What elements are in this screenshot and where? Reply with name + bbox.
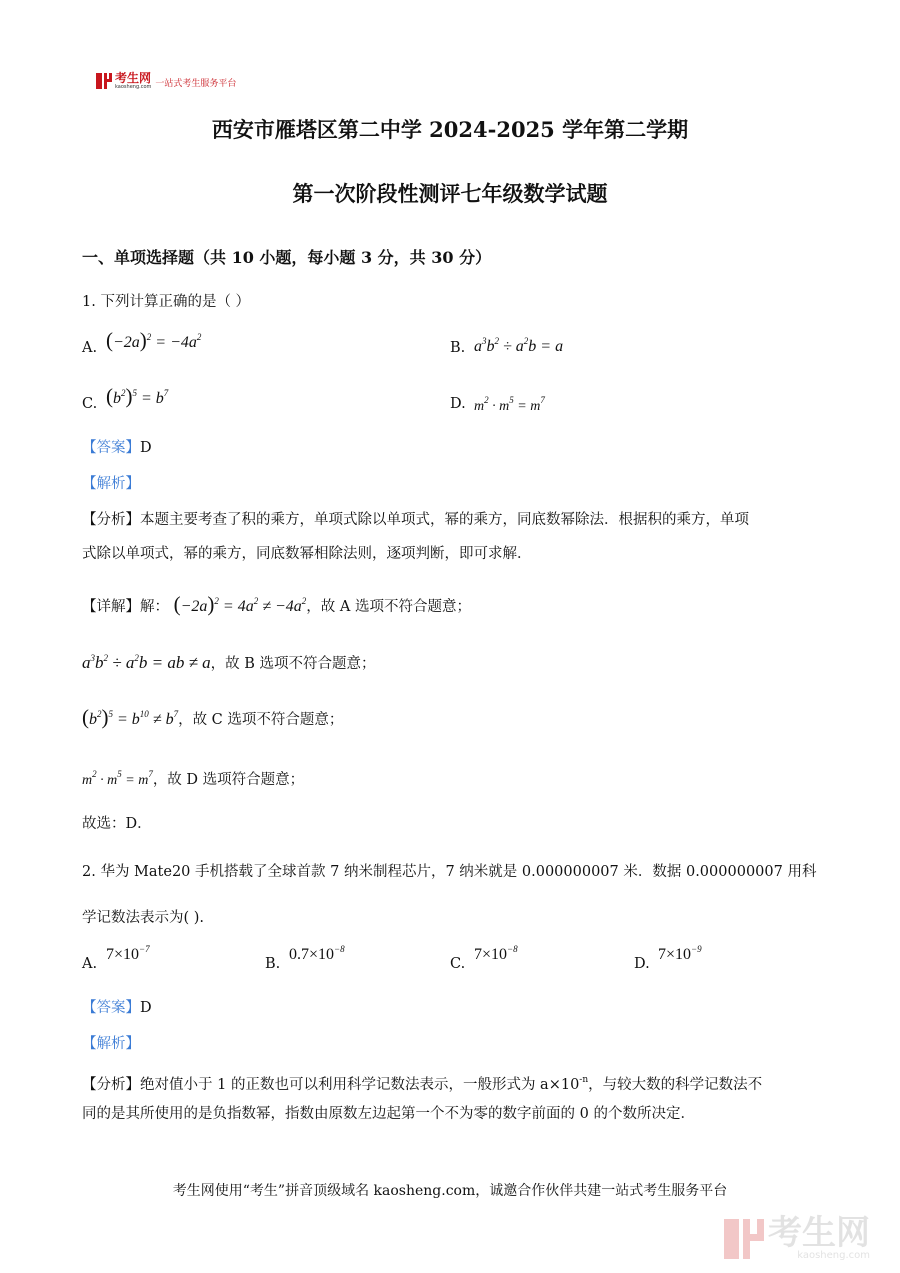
q1-option-c-formula: $(b^2)^5 = b^7$ xyxy=(106,384,169,408)
detail-prefix: 解： xyxy=(140,599,169,615)
watermark-domain: kaosheng.com xyxy=(797,1250,870,1261)
detail-b-formula: $a^3b^2 \div a^2b$ = ab ≠ a xyxy=(82,653,211,672)
fenxi-tag: 【分析】 xyxy=(82,512,140,528)
q2-option-b-formula: $0.7\times 10^{-8}$ xyxy=(289,944,345,963)
q2-option-d-label: D. xyxy=(634,956,650,972)
page-footer: 考生网使用“考生”拼音顶级域名 kaosheng.com，诚邀合作伙伴共建一站式考生服务平台 xyxy=(172,1183,728,1199)
q1-fenxi-line2: 式除以单项式，幂的乘方，同底数幂相除法则，逐项判断，即可求解． xyxy=(82,546,532,562)
q1-option-a-formula: $(-2a)^2 = -4a^2$ xyxy=(106,328,202,352)
site-logo[interactable] xyxy=(96,72,236,90)
q2-fenxi-line2: 同的是其所使用的是负指数幂，指数由原数左边起第一个不为零的数字前面的 0 的个数所决定． xyxy=(82,1106,695,1122)
detail-d-text: ，故 D 选项符合题意； xyxy=(152,772,305,788)
q1-detail-line-c xyxy=(82,704,343,730)
page-title-line1: 西安市雁塔区第二中学 2024-2025 学年第二学期 xyxy=(211,117,689,142)
q2-option-b-label: B. xyxy=(265,956,281,972)
q1-option-d-label: D. xyxy=(450,396,466,412)
logo-icon xyxy=(96,73,112,89)
q1-detail-line-a xyxy=(82,591,471,617)
detail-b-text: ，故 B 选项不符合题意； xyxy=(210,656,376,672)
q1-fenxi-line1 xyxy=(82,510,749,530)
page-title-line2: 第一次阶段性测评七年级数学试题 xyxy=(292,181,608,206)
detail-a-text: ，故 A 选项不符合题意； xyxy=(306,599,471,615)
q1-detail-line-b xyxy=(82,648,376,674)
detail-d-formula: $m^2 \cdot m^5 = m^7$ xyxy=(82,769,153,788)
detail-a-formula: $(-2a)^2 = 4a^2 \ne -4a^2$ xyxy=(173,592,307,616)
q1-option-c-label: C. xyxy=(82,396,98,412)
fenxi-tag: 【分析】 xyxy=(82,1077,140,1093)
logo-domain: kaosheng.com xyxy=(115,84,152,90)
detail-c-text: ，故 C 选项不符合题意； xyxy=(178,712,344,728)
logo-slogan: 一站式考生服务平台 xyxy=(155,78,237,89)
answer-tag: 【答案】 xyxy=(82,1000,140,1016)
fenxi-text: 本题主要考查了积的乘方，单项式除以单项式，幂的乘方，同底数幂除法．根据积的乘方，单项 xyxy=(140,512,749,528)
q2-stem-line2: 学记数法表示为( ). xyxy=(82,910,205,926)
q1-choose: 故选：D． xyxy=(82,816,152,832)
q2-option-c-formula: $7\times 10^{-8}$ xyxy=(474,944,518,963)
q1-stem: 1. 下列计算正确的是（ ） xyxy=(82,294,251,310)
q1-analysis-tag: 【解析】 xyxy=(82,476,140,492)
q2-option-c-label: C. xyxy=(450,956,466,972)
watermark xyxy=(724,1213,870,1261)
section-heading: 一、单项选择题（共 10 小题，每小题 3 分，共 30 分） xyxy=(82,248,492,267)
fenxi-text-b: ，与较大数的科学记数法不 xyxy=(588,1077,763,1093)
detail-tag: 【详解】 xyxy=(82,599,140,615)
q1-option-d-formula: $m^2 \cdot m^5 = m^7$ xyxy=(474,395,545,414)
q2-stem-line1: 2. 华为 Mate20 手机搭载了全球首款 7 纳米制程芯片，7 纳米就是 0.000000007 米．数据 0.000000007 用科 xyxy=(82,864,817,880)
answer-tag: 【答案】 xyxy=(82,440,140,456)
watermark-name: 考生网 xyxy=(768,1213,870,1253)
detail-c-formula: $(b^2)^5 = b^{10} \ne b^7$ xyxy=(82,705,179,729)
q2-fenxi-line1 xyxy=(82,1070,762,1095)
answer-value: D xyxy=(140,440,152,456)
q1-option-a-label: A. xyxy=(82,340,98,356)
q2-answer xyxy=(82,998,152,1018)
q1-option-b-label: B. xyxy=(450,340,466,356)
q2-option-a-label: A. xyxy=(82,956,98,972)
q2-option-a-formula: $7\times 10^{-7}$ xyxy=(106,944,150,963)
q2-analysis-tag: 【解析】 xyxy=(82,1036,140,1052)
fenxi-text-a: 绝对值小于 1 的正数也可以利用科学记数法表示，一般形式为 a×10 xyxy=(140,1077,580,1093)
answer-value: D xyxy=(140,1000,152,1016)
logo-name: 考生网 xyxy=(115,71,152,85)
watermark-logo-icon xyxy=(724,1219,764,1259)
fenxi-exponent: -n xyxy=(579,1075,589,1085)
q1-option-b-formula: $a^3b^2 \div a^2b = a$ xyxy=(474,336,564,355)
q1-answer xyxy=(82,438,152,458)
q2-option-d-formula: $7\times 10^{-9}$ xyxy=(658,944,702,963)
q1-detail-line-d xyxy=(82,764,304,791)
